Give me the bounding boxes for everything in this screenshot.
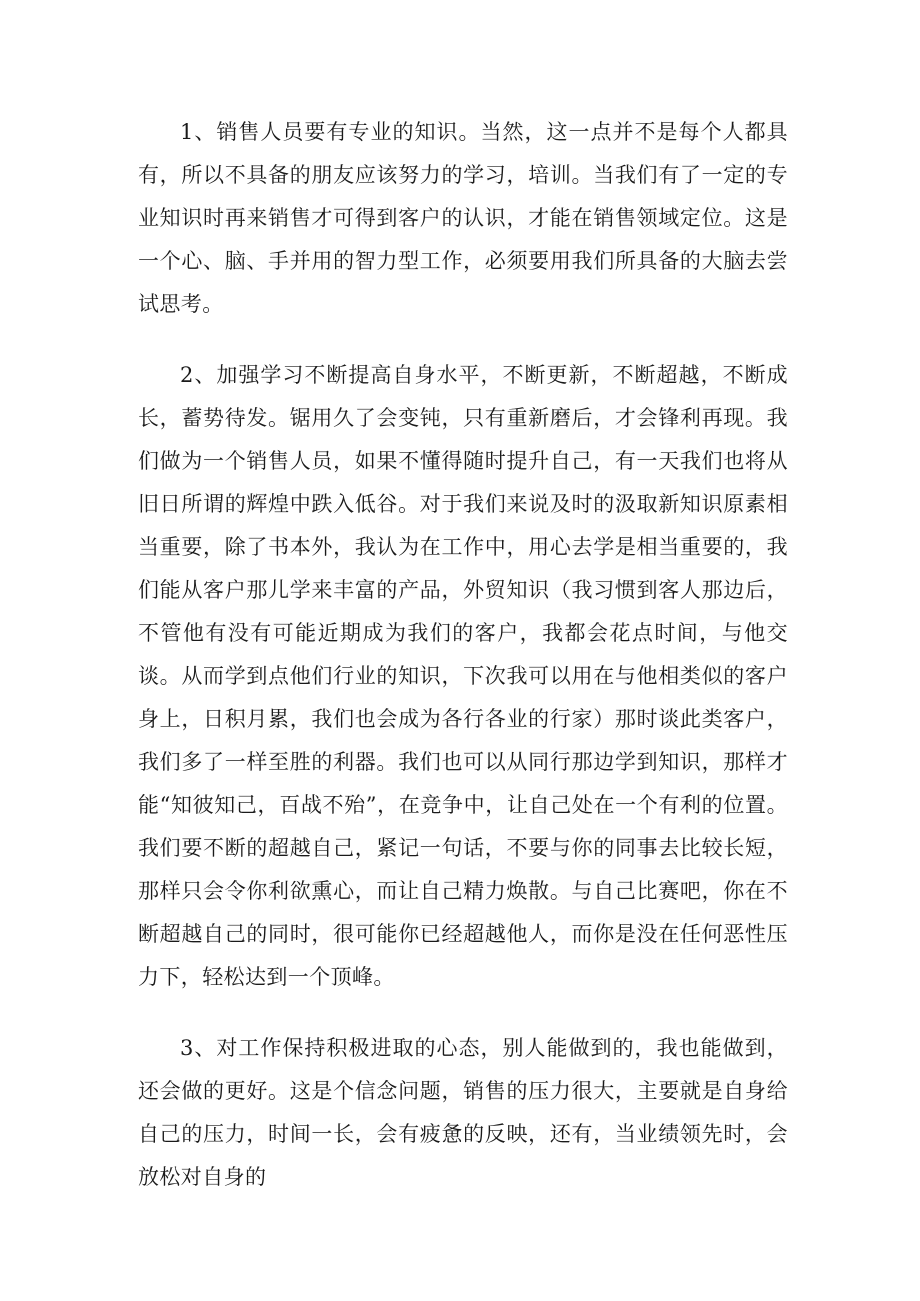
paragraph-1: 1、销售人员要有专业的知识。当然，这一点并不是每个人都具有，所以不具备的朋友应该努力的学习，培训。当我们有了一定的专业知识时再来销售才可得到客户的认识，才能在销售领域定位。这是一个心、脑、手并用的智力型工作，必须要用我们所具备的大脑去尝试思考。 bbox=[138, 120, 788, 316]
paragraph-3: 3、对工作保持积极进取的心态，别人能做到的，我也能做到，还会做的更好。这是个信念问题，销售的压力很大，主要就是自身给自己的压力，时间一长，会有疲惫的反映，还有，当业绩领先时，会放松对自身的 bbox=[138, 1036, 788, 1189]
document-body bbox=[138, 111, 788, 1199]
paragraph-2: 2、加强学习不断提高自身水平，不断更新，不断超越，不断成长，蓄势待发。锯用久了会变钝，只有重新磨后，才会锋利再现。我们做为一个销售人员，如果不懂得随时提升自己，有一天我们也将从旧日所谓的辉煌中跌入低谷。对于我们来说及时的汲取新知识原素相当重要，除了书本外，我认为在工作中，用心去学是相当重要的，我们能从客户那儿学来丰富的产品，外贸知识（我习惯到客人那边后，不管他有没有可能近期成为我们的客户，我都会花点时间，与他交谈。从而学到点他们行业的知识，下次我可以用在与他相类似的客户身上，日积月累，我们也会成为各行各业的行家）那时谈此类客户，我们多了一样至胜的利器。我们也可以从同行那边学到知识，那样才能“知彼知己，百战不殆”，在竞争中，让自己处在一个有利的位置。我们要不断的超越自己，紧记一句话，不要与你的同事去比较长短，那样只会令你利欲熏心，而让自己精力焕散。与自己比赛吧，你在不断超越自己的同时，很可能你已经超越他人，而你是没在任何恶性压力下，轻松达到一个顶峰。 bbox=[138, 363, 788, 989]
